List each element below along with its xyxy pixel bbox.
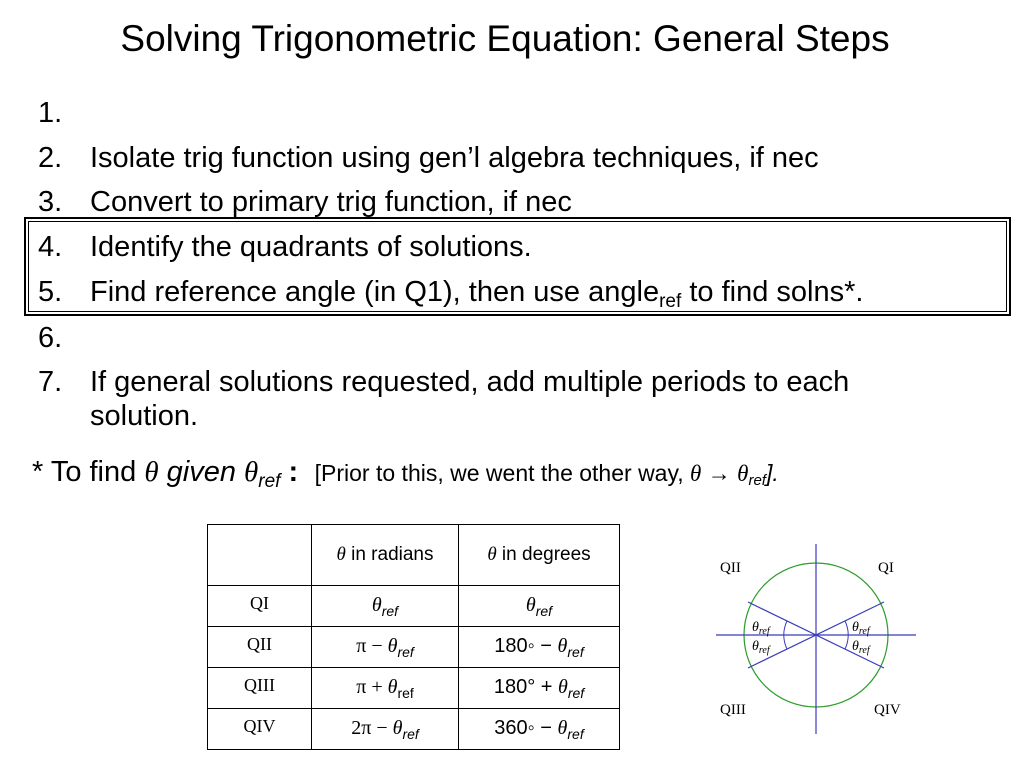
quadrant-cell: QI xyxy=(208,586,312,627)
theta-symbol: θ xyxy=(371,593,382,616)
theta-symbol: θ xyxy=(387,634,398,657)
theta-symbol: θ xyxy=(557,634,568,657)
ref-subscript: ref xyxy=(397,684,414,701)
step-text: Isolate trig function using gen’l algebra techniques, if nec xyxy=(90,142,819,174)
theta-symbol: θ xyxy=(392,716,403,739)
unit-circle-diagram xyxy=(712,540,922,740)
theta-symbol: θ xyxy=(487,544,497,565)
step-text: Convert to primary trig function, if nec xyxy=(90,186,572,218)
ref-subscript: ref xyxy=(258,471,281,492)
step-text: Identify the quadrants of solutions. xyxy=(90,231,532,263)
radians-cell xyxy=(312,668,459,709)
degrees-cell xyxy=(459,668,620,709)
step-3 xyxy=(38,185,572,219)
ref-subscript: ref xyxy=(659,291,682,312)
theta-symbol: θ xyxy=(852,620,859,635)
degrees-cell xyxy=(459,586,620,627)
cell-prefix: π − xyxy=(356,634,388,657)
ref-subscript: ref xyxy=(748,472,766,489)
radians-cell xyxy=(312,586,459,627)
step-text-line1: If general solutions requested, add multiple periods to each xyxy=(90,366,850,398)
theta-symbol: θ xyxy=(852,639,859,654)
label-qiv: QIV xyxy=(874,702,901,718)
step-number: 7. xyxy=(38,366,63,398)
step-4 xyxy=(38,230,532,264)
label-qiii: QIII xyxy=(720,702,746,718)
footnote-lead: * To find xyxy=(32,456,145,488)
table-row xyxy=(208,627,620,668)
ref-subscript: ref xyxy=(402,725,419,742)
step-text-after: to find solns*. xyxy=(681,276,864,308)
step-number: 1. xyxy=(38,97,63,129)
ref-subscript: ref xyxy=(567,725,584,742)
ref-subscript: ref xyxy=(858,645,870,656)
prior-text: [Prior to this, we went the other way, xyxy=(314,460,691,486)
theta-symbol: θ xyxy=(558,675,568,698)
ref-subscript: ref xyxy=(567,684,585,701)
ref-subscript: ref xyxy=(758,645,770,656)
step-5 xyxy=(38,275,863,319)
step-2 xyxy=(38,141,819,175)
slide-title: Solving Trigonometric Equation: General Steps xyxy=(120,18,890,59)
prior-note xyxy=(314,460,779,489)
step-number: 6. xyxy=(38,322,63,354)
theta-symbol: θ xyxy=(387,675,398,698)
degrees-cell xyxy=(459,627,620,668)
header-blank xyxy=(208,525,312,586)
header-degrees xyxy=(459,525,620,586)
footnote xyxy=(32,456,779,493)
step-1 xyxy=(38,96,90,130)
step-6 xyxy=(38,321,90,355)
radians-cell xyxy=(312,627,459,668)
table-row xyxy=(208,709,620,750)
label-qii: QII xyxy=(720,560,741,576)
quadrant-cell: QIV xyxy=(208,709,312,750)
theta-symbol: θ xyxy=(557,716,568,739)
step-text-line2: solution. xyxy=(90,400,199,432)
theta-label xyxy=(852,620,871,637)
degrees-cell xyxy=(459,709,620,750)
radians-cell xyxy=(312,709,459,750)
solutions-table xyxy=(207,524,620,750)
footnote-colon: : xyxy=(280,456,299,488)
ref-subscript: ref xyxy=(567,643,584,660)
table-header-row xyxy=(208,525,620,586)
theta-symbol: θ xyxy=(690,461,702,486)
theta-symbol: θ xyxy=(336,544,346,565)
theta-symbol: θ xyxy=(144,456,159,488)
theta-symbol: θ xyxy=(752,639,759,654)
cell-prefix: π + xyxy=(356,675,388,698)
step-7 xyxy=(38,365,849,433)
label-qi: QI xyxy=(878,560,894,576)
ref-subscript: ref xyxy=(858,626,870,637)
cell-prefix: 180° + xyxy=(493,675,558,698)
ref-subscript: ref xyxy=(535,602,553,619)
step-text-before: Find reference angle (in Q1), then use angle xyxy=(90,276,660,308)
arrow-symbol: → xyxy=(701,460,738,486)
ref-subscript: ref xyxy=(758,626,770,637)
table-row xyxy=(208,668,620,709)
theta-label xyxy=(752,620,771,637)
theta-symbol: θ xyxy=(525,593,536,616)
quadrant-cell: QIII xyxy=(208,668,312,709)
ref-subscript: ref xyxy=(397,643,414,660)
theta-label xyxy=(752,639,771,656)
cell-prefix: 2π − xyxy=(351,716,393,739)
step-number: 2. xyxy=(38,142,63,174)
header-label: in radians xyxy=(345,544,434,565)
step-number: 3. xyxy=(38,186,63,218)
table-row xyxy=(208,586,620,627)
quadrant-cell: QII xyxy=(208,627,312,668)
theta-symbol: θ xyxy=(737,461,749,486)
step-number: 4. xyxy=(38,231,63,263)
header-radians xyxy=(312,525,459,586)
theta-label xyxy=(852,639,871,656)
prior-close: ]. xyxy=(765,460,779,486)
theta-symbol: θ xyxy=(752,620,759,635)
header-label: in degrees xyxy=(496,544,591,565)
theta-symbol: θ xyxy=(244,456,259,488)
cell-prefix: 180◦ − xyxy=(494,634,558,657)
cell-prefix: 360◦ − xyxy=(494,716,558,739)
step-number: 5. xyxy=(38,276,63,308)
footnote-given: given xyxy=(158,456,245,488)
ref-subscript: ref xyxy=(381,602,399,619)
